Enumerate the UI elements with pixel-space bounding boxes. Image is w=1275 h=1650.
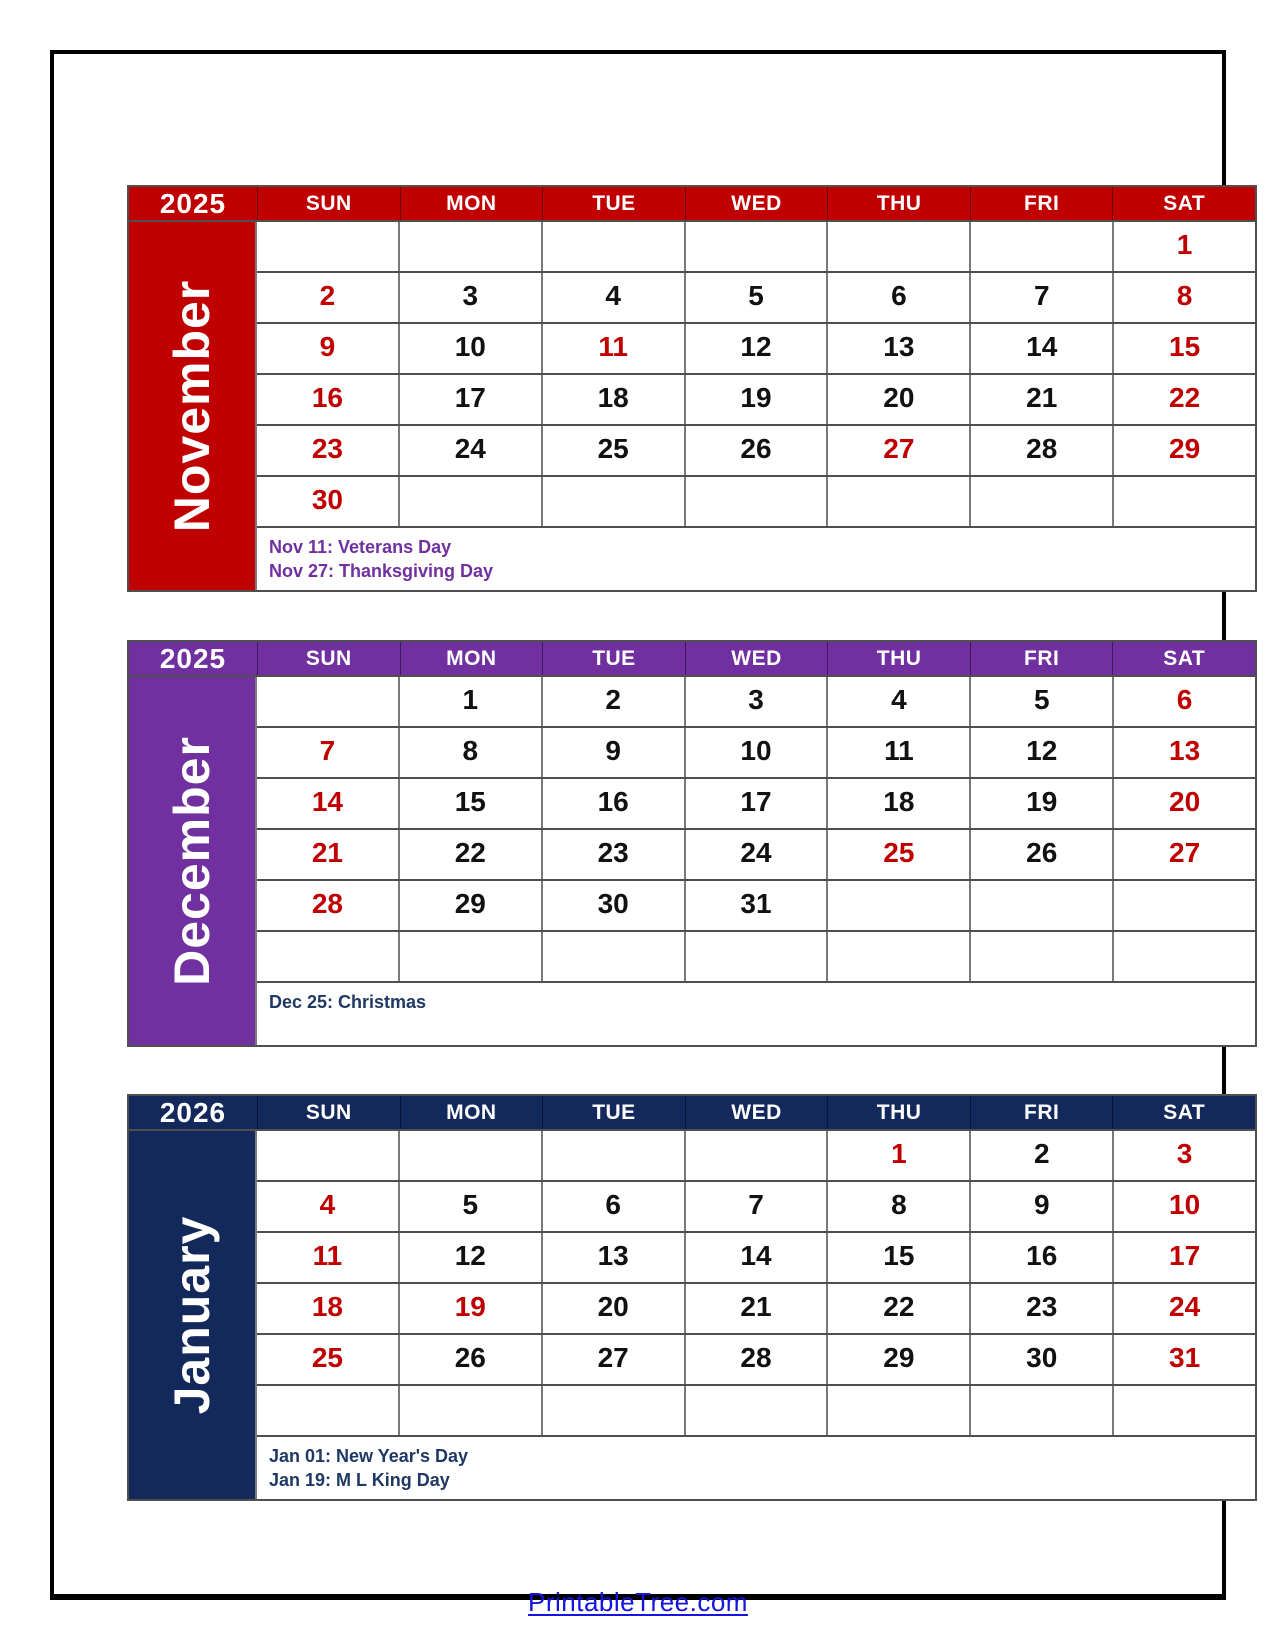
date-cell bbox=[1114, 273, 1255, 322]
date-cell bbox=[686, 1284, 829, 1333]
date-cell bbox=[257, 1335, 400, 1384]
date-number: 8 bbox=[1176, 279, 1193, 311]
date-number: 18 bbox=[311, 1290, 343, 1322]
holiday-note-line: Jan 01: New Year's Day bbox=[269, 1446, 469, 1466]
date-cell bbox=[1114, 477, 1255, 526]
date-number: 13 bbox=[597, 1239, 629, 1271]
weekday-header-fri: FRI bbox=[970, 642, 1113, 675]
date-number: 7 bbox=[319, 734, 336, 766]
date-number: 3 bbox=[1176, 1137, 1193, 1169]
date-number: 14 bbox=[1026, 330, 1058, 362]
date-cell bbox=[1114, 728, 1255, 777]
weekday-header-sun: SUN bbox=[257, 1096, 400, 1129]
week-row bbox=[257, 1182, 1255, 1233]
week-row bbox=[257, 932, 1255, 983]
date-number: 12 bbox=[1026, 734, 1058, 766]
date-cell bbox=[971, 932, 1114, 981]
date-cell bbox=[543, 932, 686, 981]
date-number: 10 bbox=[740, 734, 772, 766]
date-number: 26 bbox=[740, 432, 772, 464]
date-cell bbox=[543, 1335, 686, 1384]
date-cell bbox=[543, 477, 686, 526]
date-number: 14 bbox=[311, 785, 343, 817]
date-cell bbox=[971, 881, 1114, 930]
date-cell bbox=[1114, 932, 1255, 981]
date-cell bbox=[400, 1182, 543, 1231]
date-number: 6 bbox=[1176, 683, 1193, 715]
week-row bbox=[257, 222, 1255, 273]
date-cell bbox=[257, 426, 400, 475]
date-cell bbox=[828, 677, 971, 726]
date-number: 15 bbox=[883, 1239, 915, 1271]
date-cell bbox=[971, 324, 1114, 373]
date-cell bbox=[1114, 779, 1255, 828]
date-number: 28 bbox=[311, 887, 343, 919]
date-number: 24 bbox=[454, 432, 486, 464]
date-cell bbox=[828, 779, 971, 828]
week-row bbox=[257, 1386, 1255, 1437]
date-grid bbox=[257, 677, 1255, 1045]
date-number: 31 bbox=[1169, 1341, 1201, 1373]
date-cell bbox=[828, 1386, 971, 1435]
date-number: 21 bbox=[1026, 381, 1058, 413]
date-number: 30 bbox=[1026, 1341, 1058, 1373]
weekday-header-fri: FRI bbox=[970, 1096, 1113, 1129]
date-cell bbox=[686, 426, 829, 475]
month-band bbox=[129, 677, 257, 1045]
date-number: 4 bbox=[605, 279, 621, 311]
date-cell bbox=[1114, 1131, 1255, 1180]
date-number: 22 bbox=[454, 836, 486, 868]
date-number: 20 bbox=[883, 381, 915, 413]
date-cell bbox=[971, 375, 1114, 424]
date-number: 3 bbox=[748, 683, 764, 715]
date-cell bbox=[257, 830, 400, 879]
date-cell bbox=[543, 1386, 686, 1435]
calendar-header-row bbox=[129, 1096, 1255, 1129]
date-cell bbox=[1114, 677, 1255, 726]
date-number: 17 bbox=[454, 381, 486, 413]
date-cell bbox=[971, 779, 1114, 828]
weekday-header-wed: WED bbox=[685, 642, 828, 675]
date-number: 10 bbox=[454, 330, 486, 362]
date-number: 5 bbox=[462, 1188, 479, 1220]
date-number: 8 bbox=[462, 734, 479, 766]
date-cell bbox=[686, 1182, 829, 1231]
date-cell bbox=[543, 1284, 686, 1333]
year-label: 2026 bbox=[129, 1096, 257, 1129]
date-number: 8 bbox=[891, 1188, 907, 1220]
date-cell bbox=[828, 375, 971, 424]
calendar-body bbox=[129, 1129, 1255, 1499]
month-band bbox=[129, 222, 257, 590]
calendar-header-row bbox=[129, 187, 1255, 220]
date-cell bbox=[257, 273, 400, 322]
week-row bbox=[257, 426, 1255, 477]
date-cell bbox=[686, 779, 829, 828]
date-number: 21 bbox=[740, 1290, 772, 1322]
date-cell bbox=[828, 222, 971, 271]
weekday-header-sun: SUN bbox=[257, 187, 400, 220]
date-cell bbox=[543, 324, 686, 373]
date-cell bbox=[543, 222, 686, 271]
month-band-label: November bbox=[164, 279, 220, 533]
date-number: 6 bbox=[605, 1188, 621, 1220]
date-number: 27 bbox=[597, 1341, 629, 1373]
date-number: 26 bbox=[1026, 836, 1058, 868]
date-cell bbox=[400, 1335, 543, 1384]
date-cell bbox=[828, 477, 971, 526]
date-number: 20 bbox=[1169, 785, 1201, 817]
date-number: 19 bbox=[454, 1290, 486, 1322]
date-number: 12 bbox=[454, 1239, 486, 1271]
date-number: 9 bbox=[1033, 1188, 1050, 1220]
date-cell bbox=[257, 1233, 400, 1282]
date-number: 23 bbox=[597, 836, 629, 868]
date-number: 9 bbox=[605, 734, 621, 766]
date-cell bbox=[686, 1233, 829, 1282]
date-cell bbox=[686, 881, 829, 930]
date-cell bbox=[543, 1131, 686, 1180]
date-cell bbox=[686, 1386, 829, 1435]
date-cell bbox=[400, 1131, 543, 1180]
date-cell bbox=[400, 830, 543, 879]
date-number: 30 bbox=[597, 887, 629, 919]
date-cell bbox=[828, 273, 971, 322]
date-number: 13 bbox=[883, 330, 915, 362]
date-number: 25 bbox=[311, 1341, 343, 1373]
date-cell bbox=[1114, 830, 1255, 879]
calendar-body bbox=[129, 220, 1255, 590]
week-row bbox=[257, 728, 1255, 779]
date-number: 5 bbox=[1033, 683, 1050, 715]
date-cell bbox=[257, 728, 400, 777]
weekday-header-thu: THU bbox=[827, 642, 970, 675]
date-number: 2 bbox=[1033, 1137, 1050, 1169]
date-number: 10 bbox=[1169, 1188, 1201, 1220]
date-cell bbox=[686, 932, 829, 981]
date-number: 2 bbox=[605, 683, 621, 715]
weekday-header-tue: TUE bbox=[542, 642, 685, 675]
weekday-header-wed: WED bbox=[685, 187, 828, 220]
date-cell bbox=[1114, 1233, 1255, 1282]
holiday-note-line: Nov 11: Veterans Day bbox=[269, 537, 452, 557]
date-cell bbox=[257, 677, 400, 726]
date-number: 15 bbox=[454, 785, 486, 817]
date-cell bbox=[257, 477, 400, 526]
date-number: 17 bbox=[1169, 1239, 1201, 1271]
week-row bbox=[257, 477, 1255, 528]
date-cell bbox=[400, 881, 543, 930]
date-cell bbox=[400, 426, 543, 475]
date-cell bbox=[257, 1386, 400, 1435]
holiday-notes bbox=[257, 1437, 1255, 1499]
date-cell bbox=[400, 1233, 543, 1282]
date-cell bbox=[400, 477, 543, 526]
date-cell bbox=[400, 222, 543, 271]
date-number: 28 bbox=[740, 1341, 772, 1373]
date-cell bbox=[543, 273, 686, 322]
year-label: 2025 bbox=[129, 187, 257, 220]
date-cell bbox=[400, 932, 543, 981]
date-cell bbox=[971, 1284, 1114, 1333]
week-row bbox=[257, 779, 1255, 830]
weekday-header-mon: MON bbox=[400, 187, 543, 220]
calendar-january-2026 bbox=[127, 1094, 1257, 1501]
date-cell bbox=[686, 1131, 829, 1180]
date-cell bbox=[543, 1182, 686, 1231]
date-cell bbox=[1114, 1284, 1255, 1333]
week-row bbox=[257, 881, 1255, 932]
date-cell bbox=[400, 677, 543, 726]
date-cell bbox=[686, 375, 829, 424]
weekday-header-fri: FRI bbox=[970, 187, 1113, 220]
date-cell bbox=[971, 222, 1114, 271]
date-cell bbox=[686, 830, 829, 879]
date-number: 19 bbox=[1026, 785, 1058, 817]
date-number: 22 bbox=[1169, 381, 1201, 413]
date-cell bbox=[828, 1131, 971, 1180]
date-cell bbox=[828, 728, 971, 777]
date-cell bbox=[828, 324, 971, 373]
calendar-header-row bbox=[129, 642, 1255, 675]
weekday-header-wed: WED bbox=[685, 1096, 828, 1129]
date-cell bbox=[686, 222, 829, 271]
week-row bbox=[257, 1233, 1255, 1284]
date-number: 23 bbox=[311, 432, 343, 464]
date-grid bbox=[257, 222, 1255, 590]
date-cell bbox=[971, 728, 1114, 777]
date-cell bbox=[400, 1386, 543, 1435]
date-cell bbox=[400, 779, 543, 828]
weekday-header-sat: SAT bbox=[1112, 1096, 1255, 1129]
date-cell bbox=[971, 830, 1114, 879]
date-cell bbox=[257, 375, 400, 424]
date-cell bbox=[1114, 881, 1255, 930]
date-number: 15 bbox=[1169, 330, 1201, 362]
date-cell bbox=[543, 426, 686, 475]
date-cell bbox=[400, 375, 543, 424]
date-cell bbox=[257, 932, 400, 981]
date-number: 21 bbox=[311, 836, 343, 868]
date-cell bbox=[828, 881, 971, 930]
weekday-header-tue: TUE bbox=[542, 187, 685, 220]
weekday-header-mon: MON bbox=[400, 642, 543, 675]
date-number: 25 bbox=[597, 432, 629, 464]
date-cell bbox=[828, 426, 971, 475]
date-cell bbox=[257, 779, 400, 828]
date-cell bbox=[257, 1182, 400, 1231]
weekday-header-tue: TUE bbox=[542, 1096, 685, 1129]
week-row bbox=[257, 830, 1255, 881]
date-cell bbox=[1114, 324, 1255, 373]
date-number: 29 bbox=[454, 887, 486, 919]
week-row bbox=[257, 677, 1255, 728]
date-number: 6 bbox=[891, 279, 907, 311]
date-number: 12 bbox=[740, 330, 772, 362]
date-cell bbox=[828, 932, 971, 981]
date-number: 7 bbox=[1033, 279, 1050, 311]
calendar-november-2025 bbox=[127, 185, 1257, 592]
date-cell bbox=[686, 273, 829, 322]
date-cell bbox=[543, 728, 686, 777]
week-row bbox=[257, 375, 1255, 426]
date-number: 30 bbox=[311, 483, 343, 515]
date-number: 1 bbox=[462, 683, 479, 715]
holiday-note-line: Jan 19: M L King Day bbox=[269, 1470, 450, 1491]
date-cell bbox=[1114, 375, 1255, 424]
date-number: 3 bbox=[462, 279, 479, 311]
footer-link[interactable]: PrintableTree.com bbox=[528, 1587, 748, 1617]
weekday-header-sat: SAT bbox=[1112, 642, 1255, 675]
date-cell bbox=[971, 426, 1114, 475]
date-number: 13 bbox=[1169, 734, 1201, 766]
date-cell bbox=[971, 273, 1114, 322]
date-number: 17 bbox=[740, 785, 772, 817]
week-row bbox=[257, 1284, 1255, 1335]
date-cell bbox=[971, 1386, 1114, 1435]
weekday-header-sat: SAT bbox=[1112, 187, 1255, 220]
page-frame bbox=[50, 50, 1226, 1617]
month-band-label: December bbox=[164, 736, 220, 986]
holiday-notes bbox=[257, 528, 1255, 590]
date-number: 29 bbox=[883, 1341, 915, 1373]
week-row bbox=[257, 1335, 1255, 1386]
date-number: 31 bbox=[740, 887, 772, 919]
date-number: 16 bbox=[311, 381, 343, 413]
date-cell bbox=[971, 677, 1114, 726]
date-number: 1 bbox=[891, 1137, 907, 1169]
date-number: 27 bbox=[883, 432, 915, 464]
weekday-header-mon: MON bbox=[400, 1096, 543, 1129]
calendar-december-2025 bbox=[127, 640, 1257, 1047]
date-cell bbox=[828, 1233, 971, 1282]
date-cell bbox=[971, 477, 1114, 526]
date-cell bbox=[257, 324, 400, 373]
date-cell bbox=[971, 1335, 1114, 1384]
weekday-header-thu: THU bbox=[827, 1096, 970, 1129]
date-number: 23 bbox=[1026, 1290, 1058, 1322]
date-number: 16 bbox=[597, 785, 629, 817]
year-label: 2025 bbox=[129, 642, 257, 675]
date-cell bbox=[543, 881, 686, 930]
date-cell bbox=[257, 1284, 400, 1333]
date-number: 11 bbox=[312, 1239, 343, 1271]
date-cell bbox=[400, 728, 543, 777]
month-band bbox=[129, 1131, 257, 1499]
date-cell bbox=[828, 1182, 971, 1231]
date-cell bbox=[686, 477, 829, 526]
date-cell bbox=[543, 830, 686, 879]
date-cell bbox=[828, 1335, 971, 1384]
month-band-label: January bbox=[164, 1215, 220, 1415]
date-number: 18 bbox=[597, 381, 629, 413]
date-cell bbox=[686, 324, 829, 373]
date-number: 9 bbox=[319, 330, 336, 362]
date-cell bbox=[686, 728, 829, 777]
date-number: 4 bbox=[891, 683, 907, 715]
date-number: 28 bbox=[1026, 432, 1058, 464]
date-cell bbox=[1114, 1182, 1255, 1231]
date-number: 20 bbox=[597, 1290, 629, 1322]
date-number: 18 bbox=[883, 785, 915, 817]
date-cell bbox=[400, 273, 543, 322]
date-cell bbox=[1114, 1386, 1255, 1435]
weekday-header-sun: SUN bbox=[257, 642, 400, 675]
date-number: 19 bbox=[740, 381, 772, 413]
date-number: 5 bbox=[748, 279, 764, 311]
date-number: 26 bbox=[454, 1341, 486, 1373]
date-grid bbox=[257, 1131, 1255, 1499]
week-row bbox=[257, 273, 1255, 324]
week-row bbox=[257, 1131, 1255, 1182]
date-number: 24 bbox=[740, 836, 772, 868]
date-cell bbox=[400, 324, 543, 373]
date-number: 16 bbox=[1026, 1239, 1058, 1271]
date-cell bbox=[971, 1131, 1114, 1180]
date-cell bbox=[1114, 1335, 1255, 1384]
date-cell bbox=[257, 222, 400, 271]
date-number: 25 bbox=[883, 836, 915, 868]
holiday-note-line: Dec 25: Christmas bbox=[269, 992, 427, 1012]
date-cell bbox=[257, 1131, 400, 1180]
date-cell bbox=[543, 677, 686, 726]
date-number: 7 bbox=[748, 1188, 764, 1220]
date-cell bbox=[971, 1233, 1114, 1282]
date-number: 24 bbox=[1169, 1290, 1201, 1322]
date-cell bbox=[543, 1233, 686, 1282]
date-cell bbox=[828, 830, 971, 879]
date-number: 14 bbox=[740, 1239, 772, 1271]
date-cell bbox=[543, 779, 686, 828]
date-number: 22 bbox=[883, 1290, 915, 1322]
week-row bbox=[257, 324, 1255, 375]
date-cell bbox=[1114, 222, 1255, 271]
date-cell bbox=[257, 881, 400, 930]
date-cell bbox=[828, 1284, 971, 1333]
date-number: 1 bbox=[1176, 228, 1193, 260]
date-number: 11 bbox=[598, 330, 628, 362]
date-number: 4 bbox=[319, 1188, 336, 1220]
holiday-notes bbox=[257, 983, 1255, 1045]
date-cell bbox=[543, 375, 686, 424]
date-cell bbox=[971, 1182, 1114, 1231]
weekday-header-thu: THU bbox=[827, 187, 970, 220]
date-cell bbox=[686, 677, 829, 726]
date-cell bbox=[400, 1284, 543, 1333]
date-number: 27 bbox=[1169, 836, 1201, 868]
date-number: 29 bbox=[1169, 432, 1201, 464]
date-number: 11 bbox=[884, 734, 914, 766]
date-cell bbox=[686, 1335, 829, 1384]
date-cell bbox=[1114, 426, 1255, 475]
date-number: 2 bbox=[319, 279, 336, 311]
calendar-body bbox=[129, 675, 1255, 1045]
holiday-note-line: Nov 27: Thanksgiving Day bbox=[269, 561, 494, 582]
